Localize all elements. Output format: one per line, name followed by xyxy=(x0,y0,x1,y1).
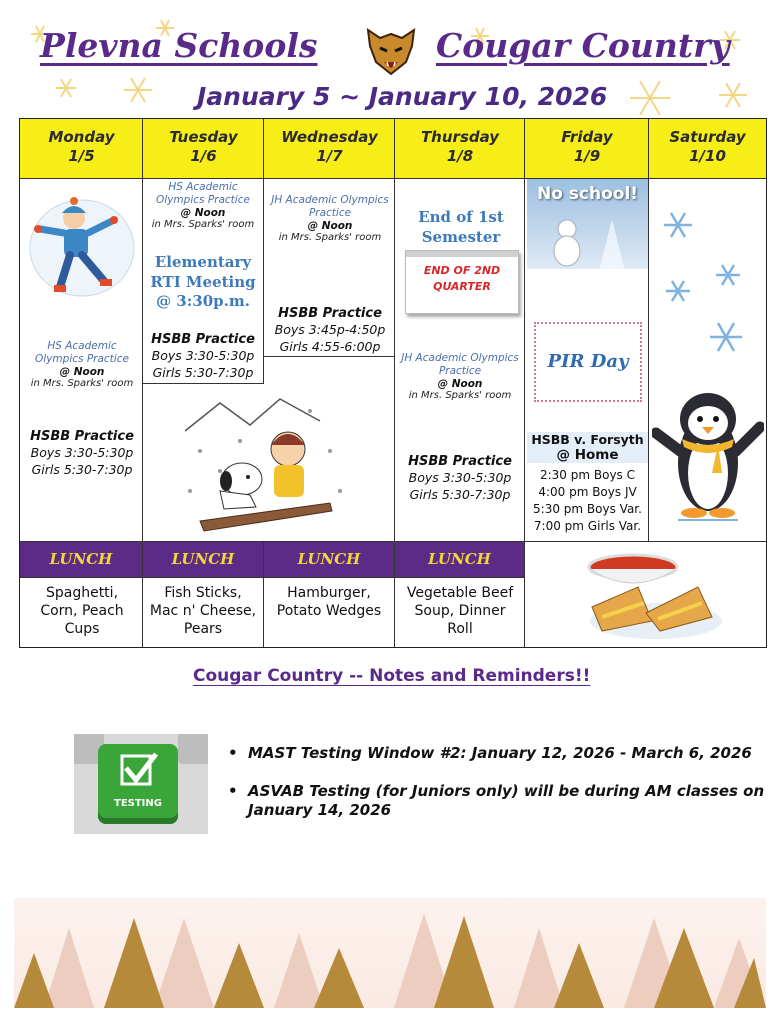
thursday-girls: Girls 5:30-7:30p xyxy=(409,487,511,502)
friday-game-3: 7:00 pm Girls Var. xyxy=(533,519,642,533)
thursday-hsbb: HSBB Practice xyxy=(408,454,512,469)
pine-trees-footer xyxy=(14,898,766,1008)
monday-girls: Girls 5:30-7:30p xyxy=(31,462,133,477)
thursday-room: in Mrs. Sparks' room xyxy=(408,390,512,401)
monday-room: in Mrs. Sparks' room xyxy=(30,378,134,389)
tagline: Cougar Country xyxy=(436,26,730,65)
thursday-quarter: END OF 2ND QUARTER xyxy=(423,264,501,293)
pir-day-frame xyxy=(534,322,642,402)
checkmark-icon xyxy=(98,748,178,802)
lunch-header-thursday: LUNCH xyxy=(395,542,524,577)
monday-hsbb: HSBB Practice xyxy=(30,429,134,444)
notes-title: Cougar Country -- Notes and Reminders!! xyxy=(193,666,591,686)
thursday-semester: End of 1st Semester xyxy=(418,208,504,246)
tuesday-room: in Mrs. Sparks' room xyxy=(151,219,255,230)
lunch-header-tuesday: LUNCH xyxy=(143,542,263,577)
lunch-header-monday: LUNCH xyxy=(20,542,142,577)
tuesday-hsbb: HSBB Practice xyxy=(151,332,255,347)
testing-key-label: TESTING xyxy=(114,798,162,809)
wednesday-noon: @ Noon xyxy=(307,220,353,232)
lunch-menu-thursday: Vegetable Beef Soup, Dinner Roll xyxy=(406,585,514,637)
day-header-saturday: Saturday 1/10 xyxy=(649,119,766,179)
friday-game-1: 4:00 pm Boys JV xyxy=(538,485,637,499)
thursday-noon: @ Noon xyxy=(437,378,483,390)
day-header-tuesday: Tuesday 1/6 xyxy=(143,119,264,179)
day-header-monday: Monday 1/5 xyxy=(20,119,143,179)
snowman-icon xyxy=(527,209,648,279)
sledding-illustration xyxy=(180,391,350,539)
wednesday-boys: Boys 3:45p-4:50p xyxy=(274,322,386,337)
friday-home: @ Home xyxy=(556,447,619,463)
friday-game-2: 5:30 pm Boys Var. xyxy=(533,502,642,516)
wednesday-room: in Mrs. Sparks' room xyxy=(278,232,382,243)
tuesday-academic: HS Academic Olympics Practice xyxy=(156,181,250,206)
monday-noon: @ Noon xyxy=(59,366,105,378)
tuesday-rti-time: @ 3:30p.m. xyxy=(156,292,250,310)
quarter-calendar-page xyxy=(405,250,519,314)
date-range: January 5 ~ January 10, 2026 xyxy=(197,82,608,111)
friday-pir: PIR Day xyxy=(547,351,629,372)
lunch-menu-wednesday: Hamburger, Potato Wedges xyxy=(276,585,382,619)
wednesday-academic: JH Academic Olympics Practice xyxy=(271,194,389,219)
lunch-menu-tuesday: Fish Sticks, Mac n' Cheese, Pears xyxy=(149,585,257,637)
day-header-wednesday: Wednesday 1/7 xyxy=(264,119,395,179)
no-school-panel xyxy=(527,179,648,279)
friday-game: HSBB v. Forsyth xyxy=(531,432,644,447)
penguin-illustration xyxy=(652,381,764,531)
soup-sandwich-illustration xyxy=(578,551,728,643)
cougar-logo-icon xyxy=(360,24,422,78)
monday-boys: Boys 3:30-5:30p xyxy=(30,445,134,460)
friday-no-school: No school! xyxy=(536,184,639,204)
monday-academic: HS Academic Olympics Practice xyxy=(35,340,129,365)
lunch-menu-monday: Spaghetti, Corn, Peach Cups xyxy=(40,585,124,637)
day-header-friday: Friday 1/9 xyxy=(525,119,649,179)
note-asvab: ASVAB Testing (for Juniors only) will be during AM classes on January 14, 2026 xyxy=(248,782,765,819)
thursday-academic: JH Academic Olympics Practice xyxy=(401,352,519,377)
day-header-thursday: Thursday 1/8 xyxy=(395,119,525,179)
lunch-header-wednesday: LUNCH xyxy=(264,542,394,577)
tuesday-boys: Boys 3:30-5:30p xyxy=(151,348,255,363)
note-mast: MAST Testing Window #2: January 12, 2026 - March 6, 2026 xyxy=(248,744,752,762)
snowflakes-icon xyxy=(650,199,766,359)
school-name: Plevna Schools xyxy=(40,26,318,65)
snow-angel-illustration xyxy=(26,193,138,303)
wednesday-hsbb: HSBB Practice xyxy=(278,306,382,321)
thursday-boys: Boys 3:30-5:30p xyxy=(408,470,512,485)
tuesday-girls: Girls 5:30-7:30p xyxy=(152,365,254,380)
tuesday-noon: @ Noon xyxy=(180,207,226,219)
calendar-grid xyxy=(19,118,767,648)
wednesday-girls: Girls 4:55-6:00p xyxy=(279,339,381,354)
tuesday-rti: Elementary RTI Meeting xyxy=(150,253,256,291)
friday-game-0: 2:30 pm Boys C xyxy=(539,468,635,482)
testing-key-image xyxy=(74,734,208,834)
